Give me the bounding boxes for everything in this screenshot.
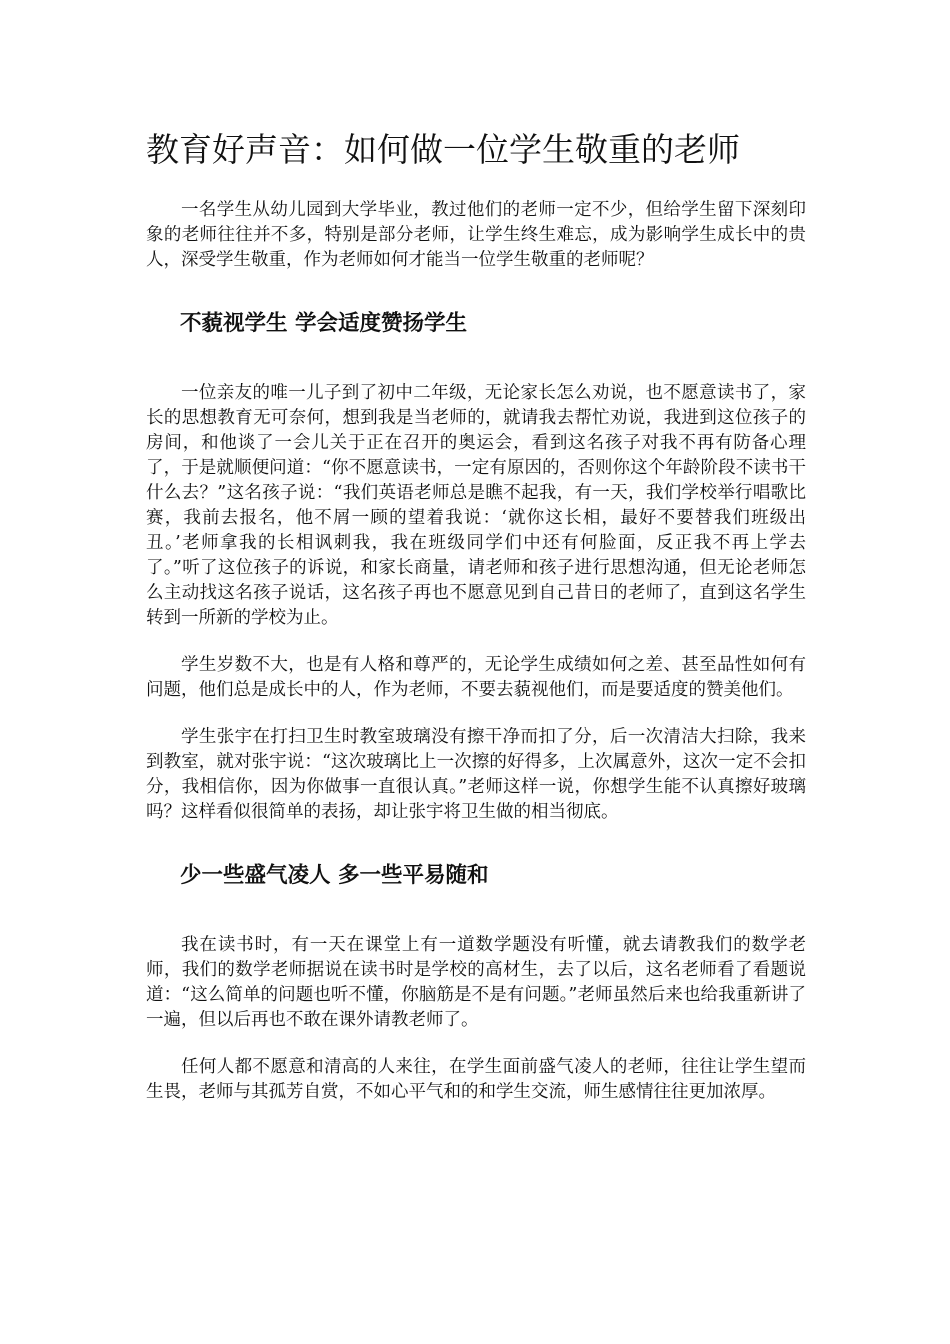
section-1-paragraph-1: 一位亲友的唯一儿子到了初中二年级，无论家长怎么劝说，也不愿意读书了，家长的思想教育无可奈何，想到我是当老师的，就请我去帮忙劝说，我进到这位孩子的房间，和他谈了一会儿关于正在召开的奥运会，看到这名孩子对我不再有防备心理了，于是就顺便问道：“你不愿意读书，一定有原因的，否则你这个年龄阶段不读书干什么去？”这名孩子说：“我们英语老师总是瞧不起我，有一天，我们学校举行唱歌比赛，我前去报名，他不屑一顾的望着我说：‘就你这长相，最好不要替我们班级出丑。’老师拿我的长相讽刺我，我在班级同学们中还有何脸面，反正我不再上学去了。”听了这位孩子的诉说，和家长商量，请老师和孩子进行思想沟通，但无论老师怎么主动找这名孩子说话，这名孩子再也不愿意见到自己昔日的老师了，直到这名学生转到一所新的学校为止。 <box>146 383 806 628</box>
section-2-paragraph-1: 我在读书时，有一天在课堂上有一道数学题没有听懂，就去请教我们的数学老师，我们的数学老师据说在读书时是学校的高材生，去了以后，这名老师看了看题说道：“这么简单的问题也听不懂，你脑筋是不是有问题。”老师虽然后来也给我重新讲了一遍，但以后再也不敢在课外请教老师了。 <box>146 935 806 1030</box>
section-1-paragraph-2: 学生岁数不大，也是有人格和尊严的，无论学生成绩如何之差、甚至品性如何有问题，他们总是成长中的人，作为老师，不要去藐视他们，而是要适度的赞美他们。 <box>146 655 806 700</box>
section-2-paragraph-2: 任何人都不愿意和清高的人来往，在学生面前盛气凌人的老师，往往让学生望而生畏，老师与其孤芳自赏，不如心平气和的和学生交流，师生感情往往更加浓厚。 <box>146 1057 806 1102</box>
section-1-paragraph-3: 学生张宇在打扫卫生时教室玻璃没有擦干净而扣了分，后一次清洁大扫除，我来到教室，就对张宇说：“这次玻璃比上一次擦的好得多，上次属意外，这次一定不会扣分，我相信你，因为你做事一直很认真。”老师这样一说，你想学生能不认真擦好玻璃吗？这样看似很简单的表扬，却让张宇将卫生做的相当彻底。 <box>146 727 806 822</box>
intro-paragraph: 一名学生从幼儿园到大学毕业，教过他们的老师一定不少，但给学生留下深刻印象的老师往往并不多，特别是部分老师，让学生终生难忘，成为影响学生成长中的贵人，深受学生敬重，作为老师如何才能当一位学生敬重的老师呢？ <box>146 200 806 270</box>
section-heading-2: 少一些盛气凌人 多一些平易随和 <box>180 863 489 888</box>
section-heading-1: 不藐视学生 学会适度赞扬学生 <box>180 311 467 336</box>
article-title: 教育好声音：如何做一位学生敬重的老师 <box>146 130 740 169</box>
document-page <box>146 128 806 1105</box>
